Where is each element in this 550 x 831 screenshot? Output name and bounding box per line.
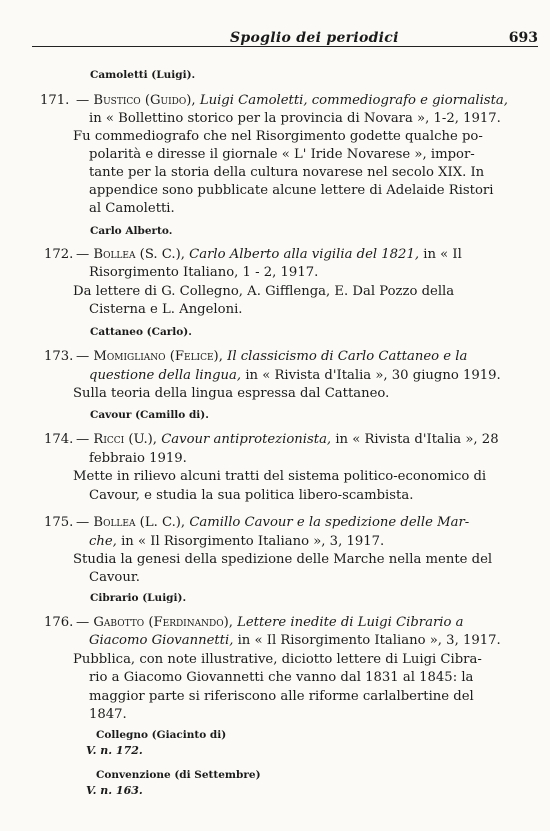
section-heading: Cattaneo (Carlo). <box>90 326 192 338</box>
entry-title: Il classicismo di Carlo Cattaneo e la <box>227 349 468 364</box>
entry-line: rio a Giacomo Giovannetti che vanno dal 1831 al 1845: la <box>89 670 474 685</box>
section-heading: Cavour (Camillo di). <box>90 409 209 421</box>
entry-line: tante per la storia della cultura novarese nel secolo XIX. In <box>89 165 485 180</box>
section-heading: Convenzione (di Settembre) <box>96 769 261 781</box>
cross-reference: V. n. 163. <box>86 784 143 797</box>
entry-line: Cisterna e L. Angeloni. <box>89 302 243 317</box>
entry-line <box>76 431 499 448</box>
cross-reference: V. n. 172. <box>86 744 143 757</box>
entry-line: polarità e diresse il giornale « L' Iride Novarese », impor- <box>89 147 475 162</box>
entry-line: Pubblica, con note illustrative, diciotto lettere di Luigi Cibra- <box>73 652 482 667</box>
entry-line: Risorgimento Italiano, 1 - 2, 1917. <box>89 265 319 280</box>
entry-line: Fu commediografo che nel Risorgimento godette qualche po- <box>73 129 483 144</box>
header-rule <box>32 46 538 47</box>
entry-line: appendice sono pubblicate alcune lettere di Adelaide Ristori <box>89 183 494 198</box>
entry-author: Bustico (Guido), <box>93 93 196 108</box>
section-heading: Cibrario (Luigi). <box>90 592 187 604</box>
entry-author: Gabotto (Ferdinando), <box>93 615 233 630</box>
running-title: Spoglio dei periodici <box>226 30 403 46</box>
entry-line <box>76 246 462 263</box>
entry-line: Studia la genesi della spedizione delle Marche nella mente del <box>73 552 493 567</box>
entry-line: Cavour, e studia la sua politica libero-scambista. <box>89 488 414 503</box>
entry-title-cont: che, <box>89 534 117 549</box>
entry-dash: — <box>76 515 90 530</box>
entry-number: 176. <box>44 615 74 630</box>
entry-source: in « Il Risorgimento Italiano », 3, 1917. <box>121 534 385 549</box>
entry-line <box>89 533 384 550</box>
page-number: 693 <box>505 30 538 46</box>
entry-line: febbraio 1919. <box>89 451 187 466</box>
entry-author: Ricci (U.), <box>93 432 157 447</box>
entry-title: Carlo Alberto alla vigilia del 1821, <box>189 247 420 262</box>
entry-dash: — <box>76 247 90 262</box>
entry-title: Luigi Camoletti, commediografo e giornalista, <box>199 93 508 108</box>
entry-source: in « Rivista d'Italia », 30 giugno 1919. <box>245 368 501 383</box>
entry-line <box>76 614 463 631</box>
section-heading: Camoletti (Luigi). <box>90 69 196 81</box>
entry-number: 172. <box>44 247 74 262</box>
entry-line: 1847. <box>89 707 127 722</box>
entry-source: in « Il Risorgimento Italiano », 3, 1917. <box>237 633 501 648</box>
entry-author: Bollea (L. C.), <box>93 515 186 530</box>
running-head <box>28 26 538 54</box>
entry-dash: — <box>76 93 90 108</box>
entry-title: Camillo Cavour e la spedizione delle Mar- <box>189 515 470 530</box>
entry-dash: — <box>76 615 90 630</box>
entry-line: in « Bollettino storico per la provincia di Novara », 1-2, 1917. <box>89 111 501 126</box>
entry-line <box>76 348 467 365</box>
entry-line <box>76 92 508 109</box>
entry-number: 173. <box>44 349 74 364</box>
entry-author: Bollea (S. C.), <box>93 247 185 262</box>
entry-line <box>76 514 469 531</box>
entry-author: Momigliano (Felice), <box>93 349 223 364</box>
entry-line: al Camoletti. <box>89 201 175 216</box>
entry-title-cont: Giacomo Giovannetti, <box>89 633 234 648</box>
entry-title-cont: questione della lingua, <box>89 368 242 383</box>
entry-line: Cavour. <box>89 570 140 585</box>
entry-number: 171. <box>40 93 70 108</box>
section-heading: Carlo Alberto. <box>90 225 173 237</box>
entry-source: in « Rivista d'Italia », 28 <box>335 432 499 447</box>
entry-dash: — <box>76 432 90 447</box>
section-heading: Collegno (Giacinto di) <box>96 729 227 741</box>
entry-line <box>89 632 501 649</box>
entry-line: Sulla teoria della lingua espressa dal Cattaneo. <box>73 386 390 401</box>
entry-line <box>89 367 501 384</box>
entry-line: Mette in rilievo alcuni tratti del sistema politico-economico di <box>73 469 487 484</box>
entry-title: Cavour antiprotezionista, <box>161 432 332 447</box>
entry-dash: — <box>76 349 90 364</box>
entry-title: Lettere inedite di Luigi Cibrario a <box>237 615 464 630</box>
entry-line: maggior parte si riferiscono alle riforme carlalbertine del <box>89 689 474 704</box>
entry-number: 175. <box>44 515 74 530</box>
entry-source: in « Il <box>423 247 462 262</box>
entry-line: Da lettere di G. Collegno, A. Gifflenga, E. Dal Pozzo della <box>73 284 455 299</box>
entry-number: 174. <box>44 432 74 447</box>
